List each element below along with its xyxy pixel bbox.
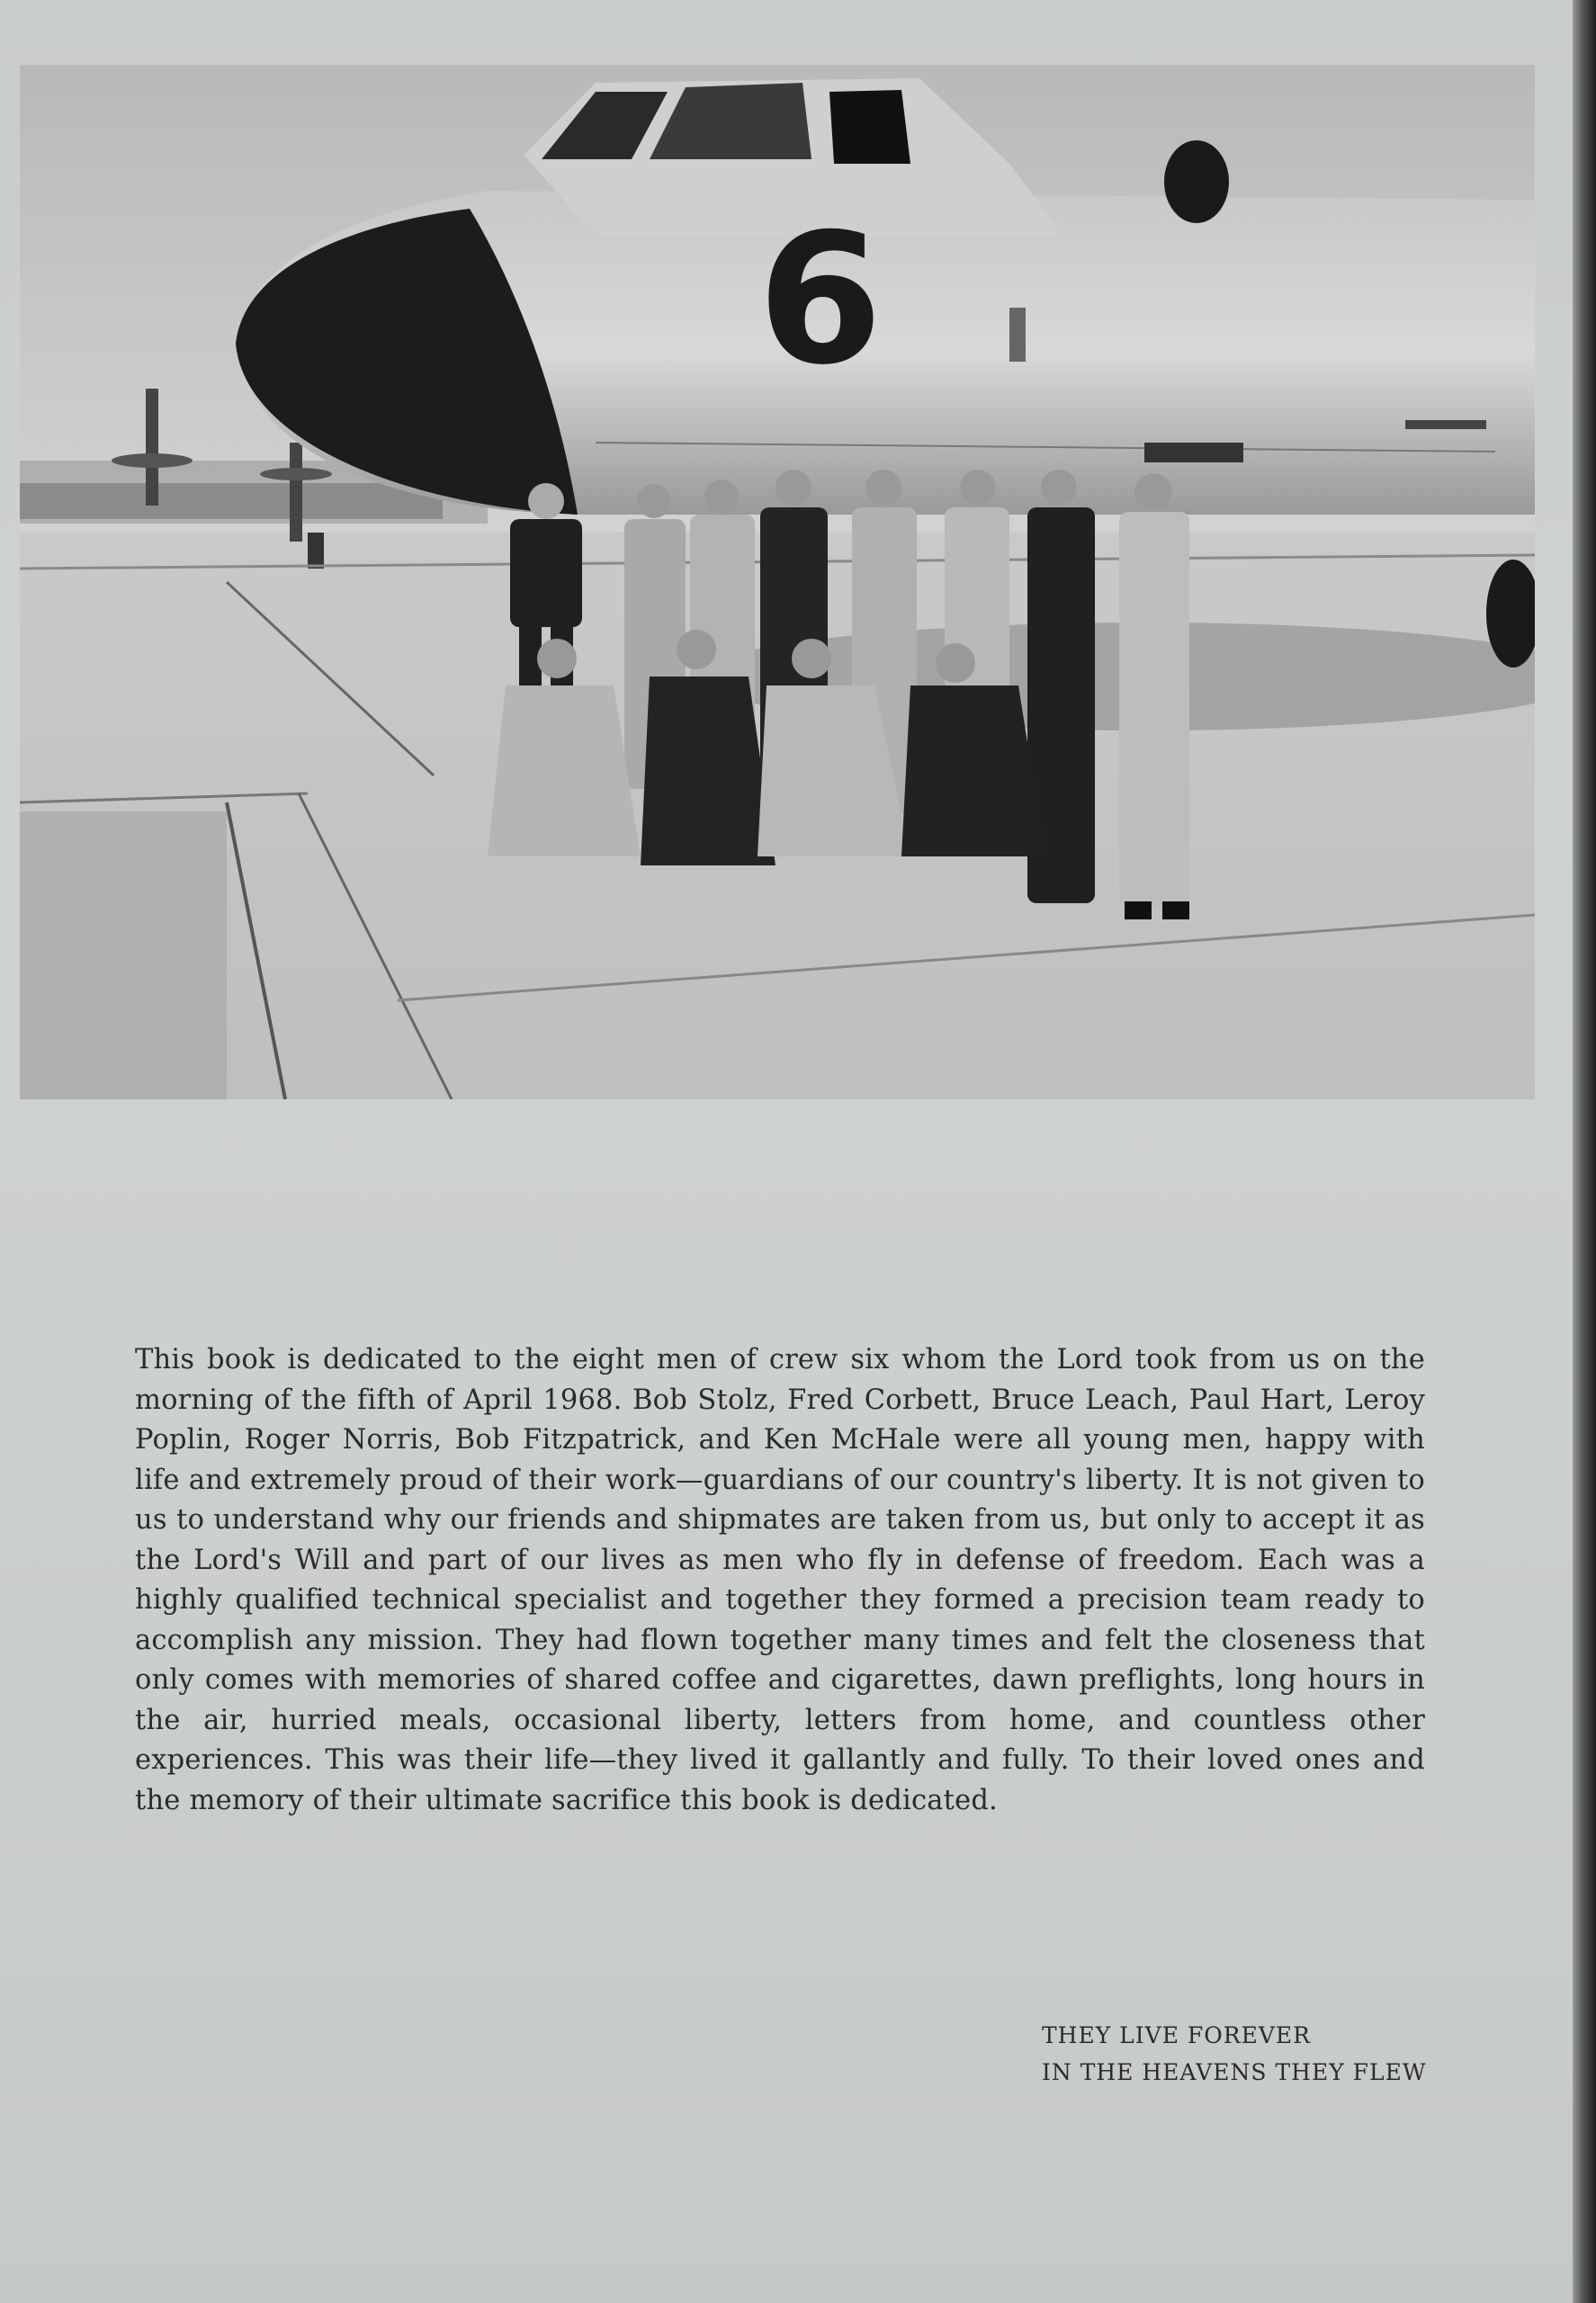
motto-line-2: IN THE HEAVENS THEY FLEW [1042, 2059, 1427, 2085]
dedication-text: This book is dedicated to the eight men of crew six whom the Lord took from us on the morning of the fifth of April 1968. Bob Stolz, Fred Corbett, Bruce Leach, Paul Hart, Leroy Poplin, Roger Norris, Bob Fitzpatrick, and Ken McHale were all young men, happy with life and extremely proud of their work—guardians of our country's liberty. It is not given to us to understand why our friends and shipmates are taken from us, but only to accept it as the Lord's Will and part of our lives as men who fly in defense of freedom. Each was a highly qualified technical specialist and together they formed a precision team ready to accomplish any mission. They had flown together many times and felt the closeness that only comes with memories of shared coffee and cigarettes, dawn preflights, long hours in the air, hurried meals, occasional liberty, letters from home, and countless other experiences. This was their life—they lived it gallantly and fully. To their loved ones and the memory of their ultimate sacrifice this book is dedicated. [135, 1344, 1425, 1816]
motto [1042, 2017, 1427, 2091]
motto-line-1: THEY LIVE FOREVER [1042, 2022, 1311, 2048]
page-edge [1573, 0, 1596, 2303]
crew-photo [20, 65, 1535, 1099]
aircraft-number: 6 [758, 195, 883, 405]
crew-photo-illustration [20, 65, 1535, 1099]
